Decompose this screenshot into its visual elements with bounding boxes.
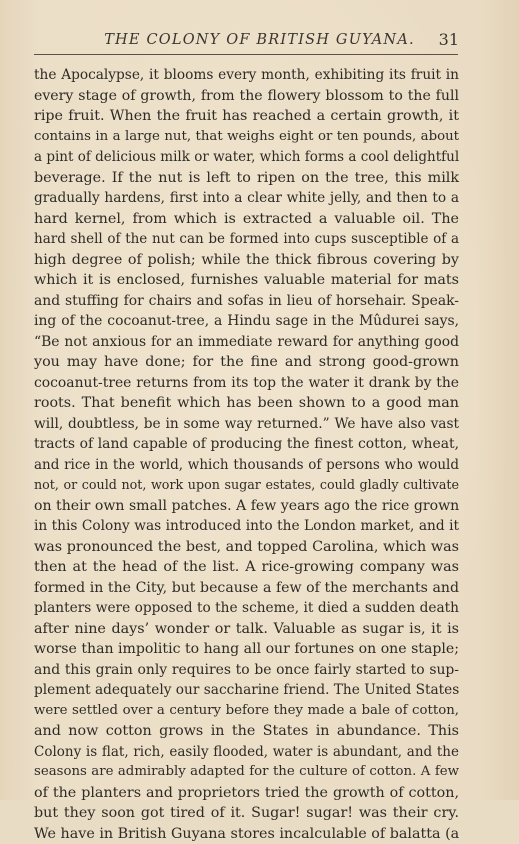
text-line: formed in the City, but because a few of the merchants and	[34, 578, 459, 599]
text-line: then at the head of the list. A rice-growing company was	[34, 557, 459, 578]
text-line: a pint of delicious milk or water, which forms a cool delightful	[34, 147, 459, 168]
text-line: ing of the cocoanut-tree, a Hindu sage in the Mûdurei says,	[34, 311, 459, 332]
text-line: which it is enclosed, furnishes valuable material for mats	[34, 270, 459, 291]
header-rule	[34, 54, 458, 55]
text-line: beverage. If the nut is left to ripen on the tree, this milk	[34, 168, 459, 189]
text-line: of the planters and proprietors tried the growth of cotton,	[34, 783, 459, 804]
text-line: ripe fruit. When the fruit has reached a certain growth, it	[34, 106, 459, 127]
page-number: 31	[439, 30, 459, 49]
text-line: contains in a large nut, that weighs eight or ten pounds, about	[34, 127, 459, 148]
text-line: worse than impolitic to hang all our fortunes on one staple;	[34, 639, 459, 660]
text-line: but they soon got tired of it. Sugar! sugar! was their cry.	[34, 803, 459, 824]
text-line: high degree of polish; while the thick fibrous covering by	[34, 250, 459, 271]
text-line: “Be not anxious for an immediate reward for anything good	[34, 332, 459, 353]
text-line: hard shell of the nut can be formed into cups susceptible of a	[34, 229, 459, 250]
text-line: after nine days’ wonder or talk. Valuable as sugar is, it is	[34, 619, 459, 640]
running-title: THE COLONY OF BRITISH GUYANA.	[0, 32, 519, 48]
text-line: plement adequately our saccharine friend. The United States	[34, 680, 459, 701]
running-head	[0, 30, 519, 52]
text-line: We have in British Guyana stores incalculable of balatta (a	[34, 824, 459, 844]
text-line: and stuffing for chairs and sofas in lieu of horsehair. Speak-	[34, 291, 459, 312]
text-line: and this grain only requires to be once fairly started to sup-	[34, 660, 459, 681]
text-line: in this Colony was introduced into the London market, and it	[34, 516, 459, 537]
text-line: Colony is flat, rich, easily flooded, water is abundant, and the	[34, 742, 459, 763]
text-line: roots. That benefit which has been shown to a good man	[34, 393, 459, 414]
text-line: planters were opposed to the scheme, it died a sudden death	[34, 598, 459, 619]
text-line: and now cotton grows in the States in abundance. This	[34, 721, 459, 742]
text-line: were settled over a century before they made a bale of cotton,	[34, 701, 459, 722]
text-line: gradually hardens, first into a clear white jelly, and then to a	[34, 188, 459, 209]
text-line: on their own small patches. A few years ago the rice grown	[34, 496, 459, 517]
body-text	[34, 65, 459, 844]
text-line: every stage of growth, from the flowery blossom to the full	[34, 86, 459, 107]
text-line: hard kernel, from which is extracted a valuable oil. The	[34, 209, 459, 230]
text-line: will, doubtless, be in some way returned.” We have also vast	[34, 414, 459, 435]
text-line: the Apocalypse, it blooms every month, exhibiting its fruit in	[34, 65, 459, 86]
text-line: not, or could not, work upon sugar estates, could gladly cultivate	[34, 475, 459, 496]
text-line: seasons are admirably adapted for the culture of cotton. A few	[34, 762, 459, 783]
text-line: and rice in the world, which thousands of persons who would	[34, 455, 459, 476]
text-line: you may have done; for the fine and strong good-grown	[34, 352, 459, 373]
text-line: cocoanut-tree returns from its top the water it drank by the	[34, 373, 459, 394]
text-line: was pronounced the best, and topped Carolina, which was	[34, 537, 459, 558]
text-line: tracts of land capable of producing the finest cotton, wheat,	[34, 434, 459, 455]
